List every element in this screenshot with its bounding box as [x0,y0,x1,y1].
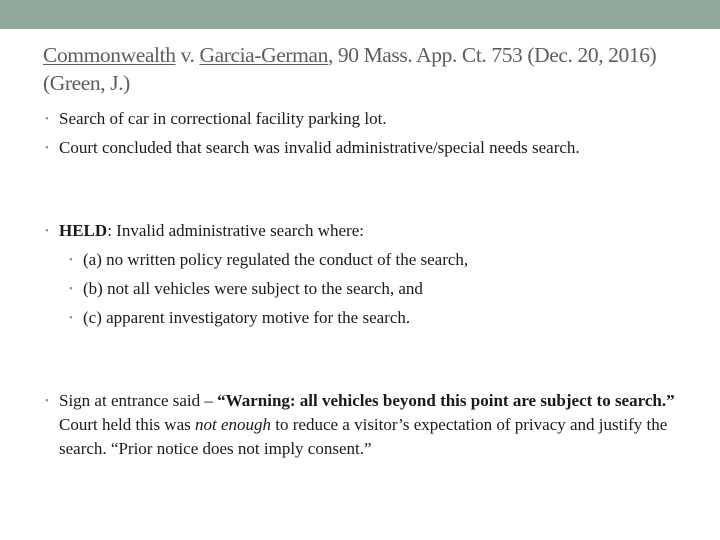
bullet-text: Search of car in correctional facility parking lot. [59,109,387,128]
bullet-icon: • [45,225,49,237]
bullet-item-sign [43,389,683,461]
versus: v. [175,43,200,67]
bullet-item [43,136,683,160]
sub-bullet-text: (a) no written policy regulated the conduct of the search, [83,250,469,269]
bullet-icon: • [69,283,73,295]
bullet-text: Court concluded that search was invalid administrative/special needs search. [59,138,580,157]
slide-body [43,107,683,461]
sub-bullet-item [43,306,683,330]
header-bar [0,0,720,29]
bullet-icon: • [45,142,49,154]
sign-mid: Court held this was [59,415,195,434]
sub-bullet-item [43,277,683,301]
sub-bullet-text: (b) not all vehicles were subject to the search, and [83,279,423,298]
bullet-item [43,107,683,131]
sign-conclusion: to reduce a visitor’s expectation of privacy and justify the search. “Prior notice does not imply consent.” [59,415,668,458]
case-citation: , 90 Mass. App. Ct. 753 (Dec. 20, 2016) (Green, J.) [43,43,657,95]
bullet-icon: • [69,312,73,324]
bullet-icon: • [69,254,73,266]
bullet-icon: • [45,395,49,407]
held-text: : Invalid administrative search where: [107,221,364,240]
bullet-item-held [43,219,683,243]
sub-bullet-item [43,248,683,272]
bullet-icon: • [45,113,49,125]
sub-bullet-text: (c) apparent investigatory motive for the search. [83,308,411,327]
held-label: HELD [59,221,108,240]
sign-intro: Sign at entrance said – [59,391,218,410]
sign-emphasis: not enough [195,415,272,434]
slide-title [43,41,683,97]
case-name-commonwealth: Commonwealth [43,43,176,67]
sign-quote: “Warning: all vehicles beyond this point are subject to search.” [217,391,675,410]
case-name-garcia-german: Garcia-German [199,43,328,67]
